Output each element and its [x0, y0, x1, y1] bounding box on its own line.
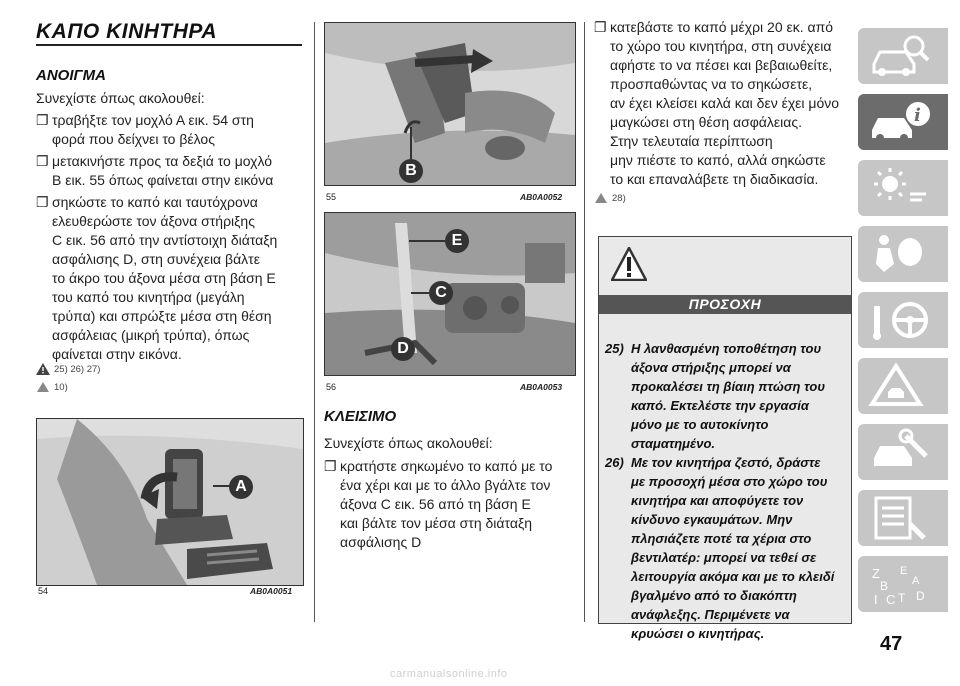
warning-item-26: 26) Με τον κινητήρα ζεστό, δράστε με προσοχή μέσα στο χώρο του κινητήρα και αποφύγετε τον κίνδυνο εγκαυμάτων. Μην πλησιάζετε ποτέ τα χέρια στο βεντιλατέρ: μπορεί να τεθεί σε λειτουργία ακόμα και με το κλειδί βγαλμένο από το διακόπτη ανάφλεξης. Περιμένετε να κρυώσει ο κινητήρας. [605, 455, 835, 641]
tab-steering[interactable] [858, 292, 948, 348]
index-letters-icon [866, 560, 936, 608]
warning-triangle-icon [611, 247, 647, 281]
figure-56-support-rod [324, 212, 576, 376]
safety-airbag-icon [866, 230, 936, 278]
tab-maintenance[interactable] [858, 424, 948, 480]
index-letter: T [898, 591, 906, 605]
callout-line [213, 485, 231, 487]
page-number: 47 [880, 633, 903, 655]
car-search-icon [866, 32, 936, 80]
dashboard-lights-icon [866, 164, 936, 212]
bullet-item: ❐ τραβήξτε τον μοχλό Α εικ. 54 στη φορά που δείχνει το βέλος [36, 112, 254, 147]
figure-label-B: B [399, 159, 423, 183]
warning-triangle-icon [36, 363, 50, 375]
callout-line [409, 240, 445, 242]
figure-label-C: C [429, 281, 453, 305]
figure-label-D: D [391, 337, 415, 361]
tab-dashboard-lights[interactable] [858, 160, 948, 216]
callout-line [410, 127, 412, 159]
watermark: carmanualsonline.info [390, 668, 508, 680]
bullet-item: ❐ σηκώστε το καπό και ταυτόχρονα ελευθερώστε τον άξονα στήριξης C εικ. 56 από την αντίστοιχη διάταξη ασφάλισης D, στη συνέχεια βάλτε το άκρο του άξονα μέσα στη βάση E του καπό του κινητήρα (μεγάλη τρύπα) και σπρώξτε μέσα στη θέση ασφάλειας (μικρή τρύπα), όπως φαίνεται στην εικόνα. [36, 194, 278, 362]
tab-emergency[interactable] [858, 358, 948, 414]
section-title: ΚΑΠΟ ΚΙΝΗΤΗΡΑ [36, 20, 218, 43]
index-letter: D [916, 589, 925, 603]
note-icon [36, 381, 50, 393]
maintenance-car-icon [866, 428, 936, 476]
note-ref-line: 10) [36, 381, 68, 393]
subheading-opening: ΑΝΟΙΓΜΑ [36, 67, 106, 84]
figure-55-hood-lever [324, 22, 576, 186]
warning-item-25: 25) Η λανθασμένη τοποθέτηση του άξονα στήριξης μπορεί να προκαλέσει τη βίαιη πτώση του καπό. Εκτελέστε την εργασία μόνο με το αυτοκίνητο σταματημένο. [605, 341, 826, 451]
warning-banner: ΠΡΟΣΟΧΗ [599, 295, 851, 314]
note-icon [594, 192, 608, 204]
emergency-triangle-icon [866, 362, 936, 410]
tab-index[interactable] [858, 556, 948, 612]
car-info-icon [866, 98, 936, 146]
bullet-box-icon: ❐ [594, 19, 607, 35]
warning-ref-line: 25) 26) 27) [36, 363, 100, 375]
intro-text: Συνεχίστε όπως ακολουθεί: [324, 435, 493, 451]
note-ref-line: 28) [594, 192, 626, 204]
figure-number: 55 [326, 192, 337, 202]
figure-54-pedal-lever [36, 418, 304, 586]
bullet-box-icon: ❐ [324, 458, 337, 474]
index-letter: A [912, 575, 920, 587]
figure-label-E: E [445, 229, 469, 253]
figure-code: AB0A0053 [520, 382, 563, 392]
figure-number: 54 [38, 586, 49, 596]
svg-text:i: i [914, 105, 921, 126]
index-letter: C [886, 592, 896, 607]
tab-car-info[interactable] [858, 94, 948, 150]
tab-safety[interactable] [858, 226, 948, 282]
bullet-item: ❐ μετακινήστε προς τα δεξιά το μοχλό Β εικ. 55 όπως φαίνεται στην εικόνα [36, 153, 274, 188]
intro-text: Συνεχίστε όπως ακολουθεί: [36, 90, 205, 106]
tab-car-search[interactable] [858, 28, 948, 84]
figure-code: AB0A0052 [520, 192, 563, 202]
title-rule [36, 44, 302, 46]
bullet-item: ❐ κατεβάστε το καπό μέχρι 20 εκ. από το χώρο του κινητήρα, στη συνέχεια αφήστε το να πέσει και βεβαιωθείτε, προσπαθώντας να το σηκώσετε, αν έχει κλείσει καλά και δεν έχει μόνο μαγκώσει στη θέση ασφάλειας. Στην τελευταία περίπτωση μην πιέστε το καπό, αλλά σηκώστε το και επαναλάβετε τη διαδικασία. [594, 19, 840, 187]
figure-label-A: A [229, 475, 253, 499]
subheading-closing: ΚΛΕΙΣΙΜΟ [324, 408, 397, 425]
callout-line [411, 292, 429, 294]
index-letter: B [880, 579, 889, 593]
warning-panel [598, 236, 852, 641]
index-letter: I [874, 592, 878, 607]
index-letter: E [900, 565, 908, 577]
bullet-box-icon: ❐ [36, 112, 49, 128]
tab-technical-data[interactable] [858, 490, 948, 546]
figure-54-illustration [37, 419, 303, 585]
figure-number: 56 [326, 382, 337, 392]
technical-data-icon [866, 494, 936, 542]
figure-code: AB0A0051 [250, 586, 293, 596]
figure-55-illustration [325, 23, 575, 185]
steering-wheel-icon [866, 296, 936, 344]
bullet-box-icon: ❐ [36, 194, 49, 210]
index-letter: Z [872, 566, 880, 581]
bullet-item: ❐ κρατήστε σηκωμένο το καπό με το ένα χέρι και με το άλλο βγάλτε τον άξονα C εικ. 56 από τη βάση E και βάλτε τον μέσα στη διάταξη ασφάλισης D [324, 458, 553, 550]
bullet-box-icon: ❐ [36, 153, 49, 169]
